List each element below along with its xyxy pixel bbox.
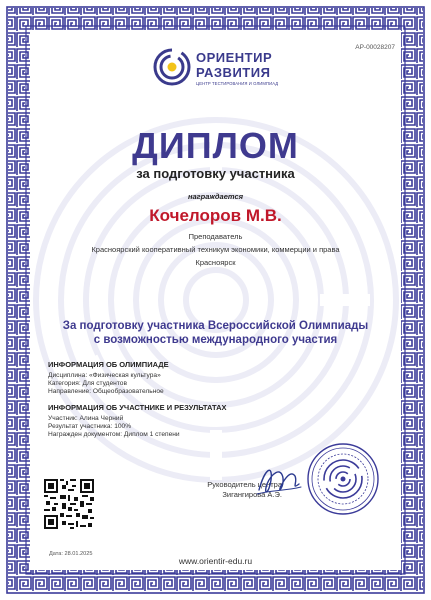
website-link[interactable]: www.orientir-edu.ru <box>178 556 253 566</box>
diploma-content <box>30 30 401 570</box>
organization-logo <box>153 48 303 92</box>
olympiad-info-section <box>48 360 368 395</box>
result-line: Результат участника: 100% <box>48 423 132 430</box>
discipline-line: Дисциплина: «Физическая культура» <box>48 372 161 379</box>
signatory-name: Зигангирова А.Э. <box>222 490 282 499</box>
award-reason-line2: с возможностью международного участия <box>93 334 338 346</box>
award-line: Награжден документом: Диплом 1 степени <box>48 431 180 438</box>
signatory-position: Руководитель центра <box>207 480 282 489</box>
qr-code-icon <box>44 479 94 529</box>
logo-text-line1: ОРИЕНТИР <box>196 50 273 65</box>
document-number: АР-00028207 <box>355 44 395 51</box>
participant-info-heading: ИНФОРМАЦИЯ ОБ УЧАСТНИКЕ И РЕЗУЛЬТАТАХ <box>48 403 227 412</box>
logo-tagline: ЦЕНТР ТЕСТИРОВАНИЯ И ОЛИМПИАД <box>196 81 279 86</box>
category-line: Категория: Для студентов <box>48 380 127 387</box>
official-seal <box>306 442 380 516</box>
award-reason-line1: За подготовку участника Всероссийской Олимпиады <box>62 320 369 332</box>
awarded-label: награждается <box>187 192 244 201</box>
recipient-role: Преподаватель <box>188 232 243 241</box>
diploma-subtitle: за подготовку участника <box>136 166 295 181</box>
olympiad-info-heading: ИНФОРМАЦИЯ ОБ ОЛИМПИАДЕ <box>48 360 169 369</box>
participant-info-section <box>48 403 368 438</box>
issue-date: Дата: 28.01.2025 <box>49 551 93 557</box>
handwritten-signature <box>255 460 303 502</box>
award-reason <box>40 319 391 347</box>
recipient-city: Красноярск <box>195 258 236 267</box>
maze-logo-icon <box>153 48 191 86</box>
recipient-organization: Красноярский кооперативный техникум экономики, коммерции и права <box>91 245 340 254</box>
diploma-title: ДИПЛОМ <box>132 125 299 166</box>
recipient-name: Кочелоров М.В. <box>149 206 282 225</box>
direction-line: Направление: Общеобразовательное <box>48 388 164 395</box>
logo-text-line2: РАЗВИТИЯ <box>196 65 271 80</box>
participant-line: Участник: Алина Черний <box>48 415 124 422</box>
